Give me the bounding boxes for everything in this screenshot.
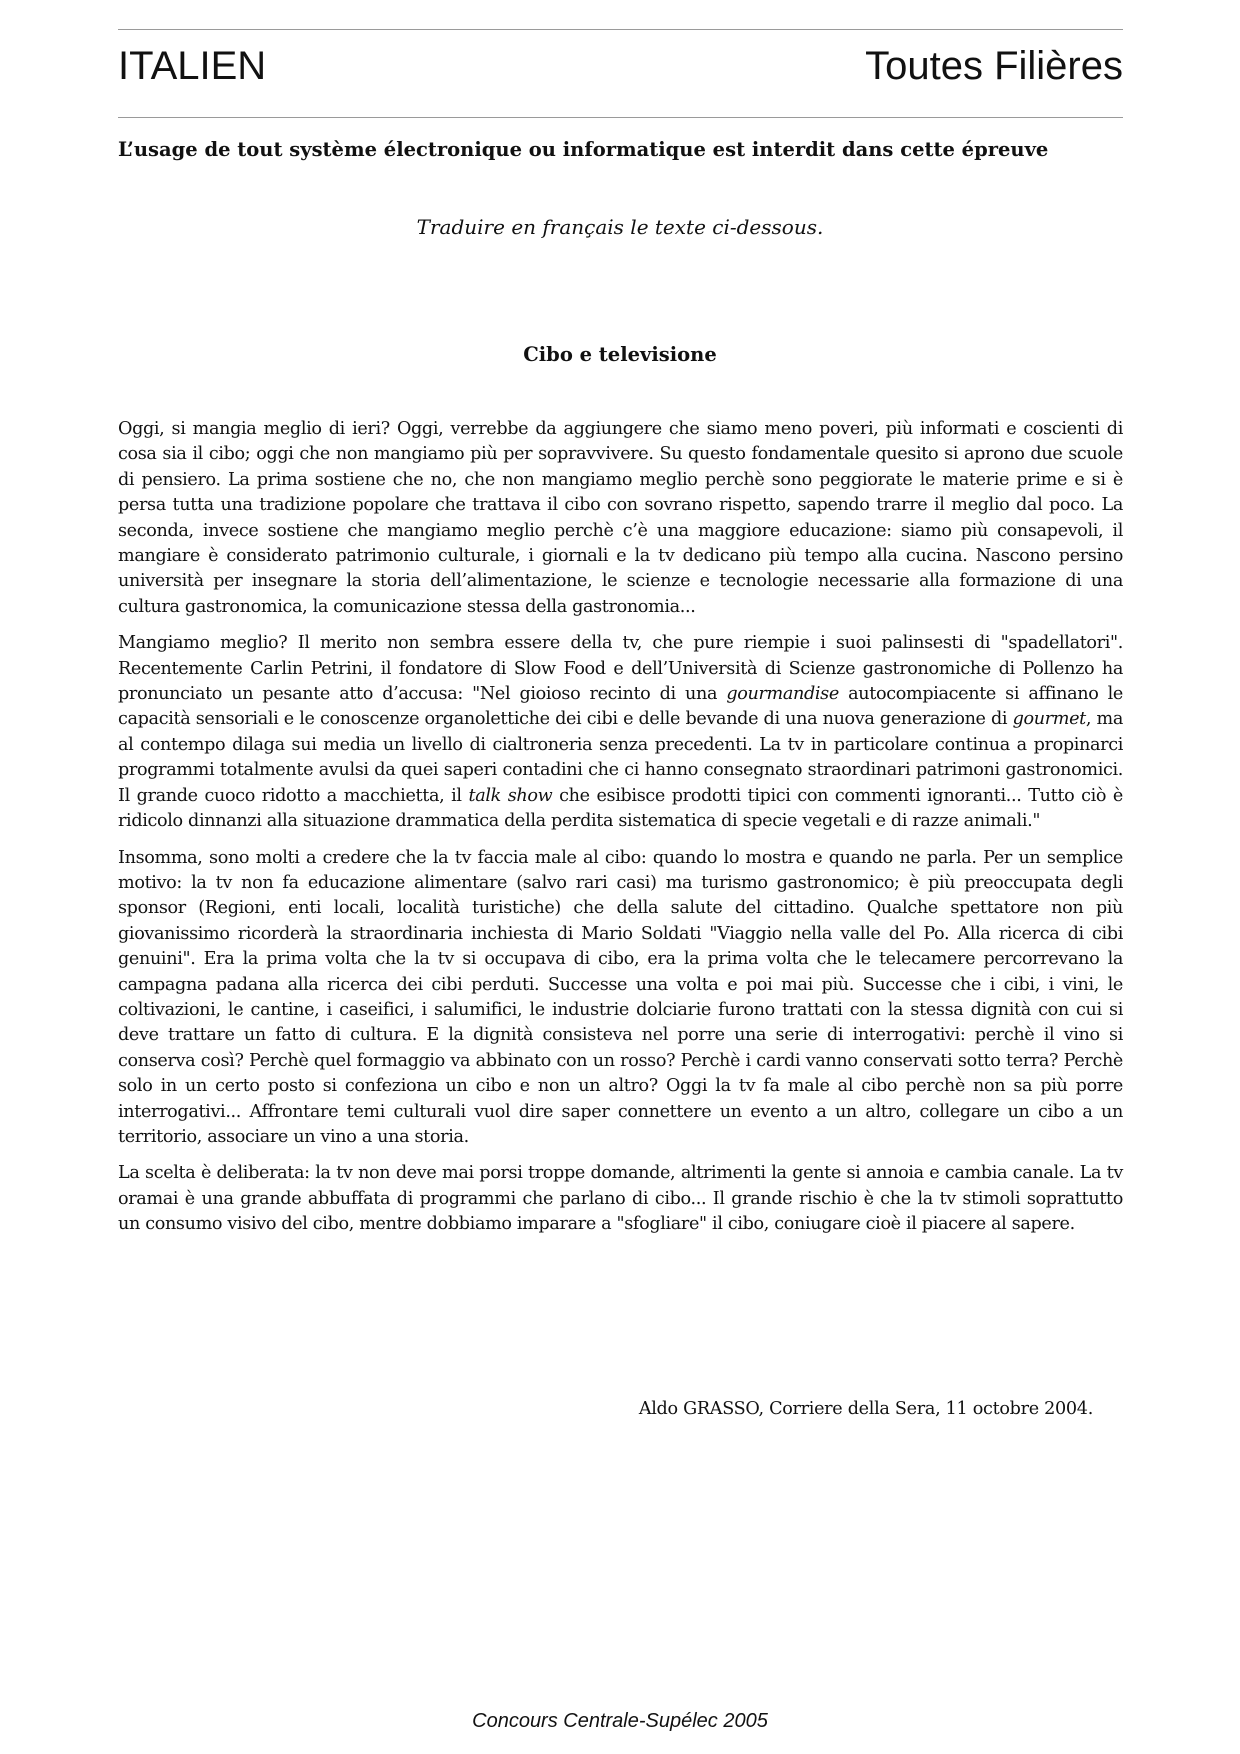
paragraph-2-text-d: che esibisce prodotti tipici con commenti ignoranti... Tutto ciò è ridicolo dinnanzi alla situazione drammatica della perdita sistematica di specie vegetali e di razze animali." [118,785,1123,832]
paragraph-4: La scelta è deliberata: la tv non deve mai porsi troppe domande, altrimenti la gente si annoia e cambia canale. La tv oramai è una grande abbuffata di programmi che parlano di cibo... Il grande rischio è che la tv stimoli soprattutto un consumo visivo del cibo, mentre dobbiamo imparare a "sfogliare" il cibo, coniugare cioè il piacere al sapere. [118,1163,1123,1235]
term-talk-show: talk show [468,785,553,806]
paragraph-2-text-c: , ma al contempo dilaga sui media un livello di cialtroneria senza precedenti. La tv in particolare continua a propinarci programmi totalmente avulsi da quei saperi contadini che ci hanno consegnato straordinari patrimoni gastronomici. Il grande cuoco ridotto a macchietta, il [118,709,1123,806]
source-citation: Aldo GRASSO, Corriere della Sera, 11 octobre 2004. [638,1399,1093,1419]
paragraph-2-text-b: autocompiacente si affinano le capacità sensoriali e le conoscenze organolettiche dei cibi e delle bevande di una nuova generazione di [118,684,1123,730]
footer-contest: Concours Centrale-Supélec 2005 [472,1710,768,1732]
term-gourmandise: gourmandise [726,684,839,705]
header-top-rule [118,29,1123,30]
subject-label: ITALIEN [118,44,267,88]
track-label: Toutes Filières [865,44,1123,88]
electronics-notice: L’usage de tout système électronique ou informatique est interdit dans cette épreuve [118,138,1049,161]
paragraph-2 [118,631,1123,834]
term-gourmet: gourmet [1012,709,1086,730]
paragraph-2-text-a: Mangiamo meglio? Il merito non sembra essere della tv, che pure riempie i suoi palinsesti di "spadellatori". Recentemente Carlin Petrini, il fondatore di Slow Food e dell’Università di Scienze gastronomiche di Pollenzo ha pronunciato un pesante atto d’accusa: "Nel gioioso recinto di una [118,633,1123,705]
article-title: Cibo e televisione [523,343,717,366]
paragraph-1: Oggi, si mangia meglio di ieri? Oggi, verrebbe da aggiungere che siamo meno poveri, più informati e coscienti di cosa sia il cibo; oggi che non mangiamo più per sopravvivere. Su questo fondamentale quesito si aprono due scuole di pensiero. La prima sostiene che no, che non mangiamo meglio perchè sono peggiorate le materie prime e si è persa tutta una tradizione popolare che trattava il cibo con sovrano rispetto, sapendo trarre il meglio dal poco. La seconda, invece sostiene che mangiamo meglio perchè c’è una maggiore educazione: siamo più consapevoli, il mangiare è considerato patrimonio culturale, i giornali e la tv dedicano più tempo alla cucina. Nascono persino università per insegnare la storia dell’alimentazione, le scienze e tecnologie necessarie alla formazione di una cultura gastronomica, la comunicazione stessa della gastronomia... [118,419,1123,617]
translation-instruction: Traduire en français le texte ci-dessous. [416,215,824,239]
article-body [118,417,1123,1249]
paragraph-3: Insomma, sono molti a credere che la tv faccia male al cibo: quando lo mostra e quando ne parla. Per un semplice motivo: la tv non fa educazione alimentare (salvo rari casi) ma turismo gastronomico; è più preoccupata degli sponsor (Regioni, enti locali, località turistiche) che della salute del cittadino. Qualche spettatore non più giovanissimo ricorderà la straordinaria inchiesta di Mario Soldati "Viaggio nella valle del Po. Alla ricerca di cibi genuini". Era la prima volta che la tv si occupava di cibo, era la prima volta che le telecamere percorrevano la campagna padana alla ricerca dei cibi perduti. Successe una volta e poi mai più. Successe che i cibi, i vini, le coltivazioni, le cantine, i caseifici, i salumifici, le industrie dolciarie furono trattati con la stessa dignità con cui si deve trattare un fatto di cultura. E la dignità consisteva nel porre una serie di interrogativi: perchè il vino si conserva così? Perchè quel formaggio va abbinato con un rosso? Perchè i cardi vanno conservati sotto terra? Perchè solo in un certo posto si confeziona un cibo e non un altro? Oggi la tv fa male al cibo perchè non sa più porre interrogativi... Affrontare temi culturali vuol dire saper connettere un evento a un altro, collegare un cibo a un territorio, associare un vino a una storia. [118,847,1123,1147]
header-bottom-rule [118,117,1123,118]
